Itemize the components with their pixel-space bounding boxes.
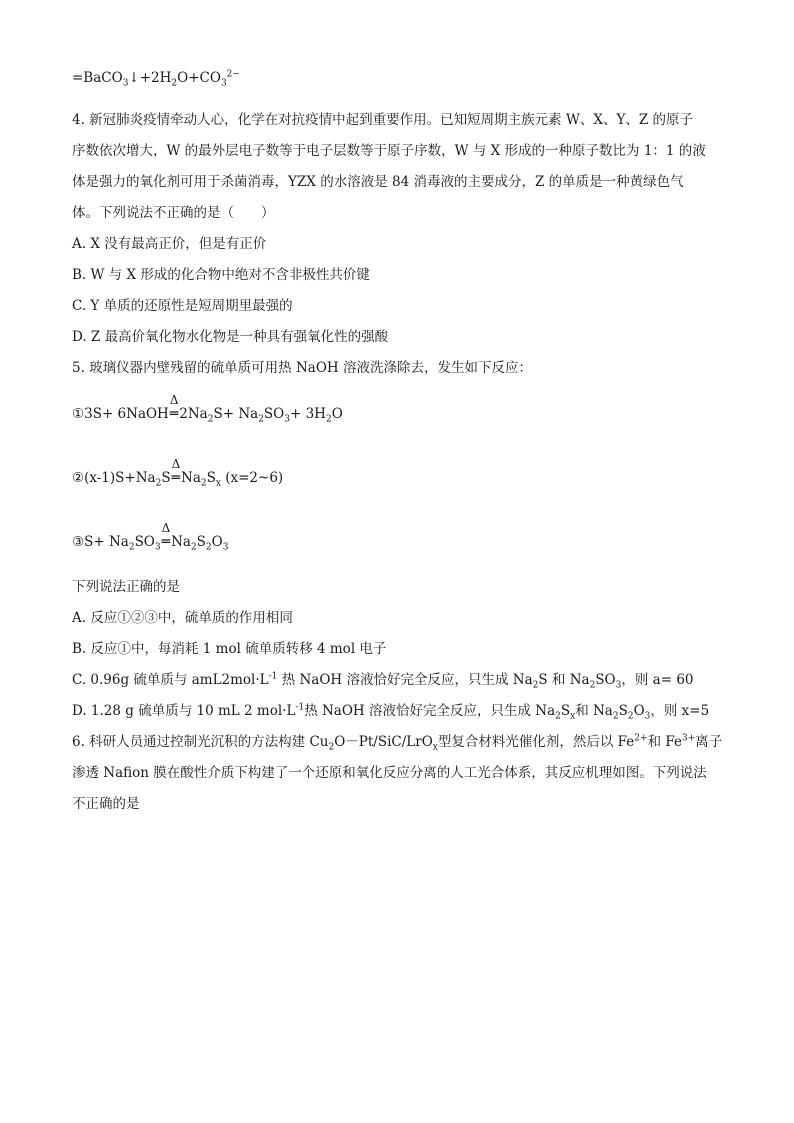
stem-text: 和 Fe (647, 734, 682, 750)
reaction-text: 2Na (179, 406, 208, 422)
q6-stem-line-2: 渗透 Nafion 膜在酸性介质下构建了一个还原和氧化反应分离的人工光合体系，其反应机理如图。下列说法 (72, 765, 707, 781)
subscript: 2 (258, 414, 264, 425)
option-text: S (618, 703, 628, 719)
option-text: ，则 x=5 (650, 703, 710, 719)
stem-text: 6. 科研人员通过控制光沉积的方法构建 Cu (72, 734, 329, 750)
reaction-text: SO (134, 534, 155, 550)
stem-text: 离子 (695, 734, 723, 750)
option-text: ，则 a= 60 (621, 672, 694, 688)
q4-option-a: A. X 没有最高正价，但是有正价 (72, 236, 267, 252)
superscript: 3+ (682, 733, 696, 744)
q4-option-b: B. W 与 X 形成的化合物中绝对不含非极性共价键 (72, 267, 370, 283)
delta-symbol: Δ (161, 521, 171, 535)
reaction-text: ①3S+ 6NaOH (72, 406, 169, 422)
subscript: 2 (155, 478, 162, 489)
q5-option-d (72, 701, 709, 721)
subscript: 3 (122, 78, 129, 89)
subscript: 2 (328, 742, 335, 753)
q4-stem-line-1: 4. 新冠肺炎疫情牵动人心，化学在对抗疫情中起到重要作用。已知短周期主族元素 W、X、Y、Z 的原子 (72, 112, 694, 128)
superscript: -1 (268, 671, 278, 682)
superscript: -1 (295, 702, 305, 713)
option-text: D. 1.28 g 硫单质与 10 mL 2 mol·L (72, 703, 296, 719)
q5-stem: 5. 玻璃仪器内壁残留的硫单质可用热 NaOH 溶液洗涤除去，发生如下反应： (72, 360, 532, 376)
subscript: 3 (644, 711, 651, 722)
eq-text: =BaCO (72, 70, 123, 86)
delta-symbol: Δ (169, 393, 179, 407)
reaction-text: ②(x-1)S+Na (72, 470, 156, 486)
eq-text: O+CO (177, 70, 221, 86)
q4-stem-line-2: 序数依次增大，W 的最外层电子数等于电子层数等于原子序数，W 与 X 形成的一种原子数比为 1：1 的液 (72, 143, 706, 159)
subscript: 2 (128, 542, 135, 553)
q4-option-c: C. Y 单质的还原性是短周期里最强的 (72, 298, 293, 314)
q5-ask: 下列说法正确的是 (72, 579, 180, 595)
subscript: 2 (200, 478, 207, 489)
q6-stem-line-3: 不正确的是 (72, 796, 140, 812)
stem-text: 型复合材料光催化剂，然后以 Fe (437, 734, 635, 750)
subscript: 2 (207, 414, 214, 425)
option-text: S 和 Na (538, 672, 590, 688)
reaction-text: S (196, 534, 206, 550)
reaction-1 (72, 393, 343, 425)
option-text: SO (595, 672, 616, 688)
superscript: 2− (226, 69, 240, 80)
equals-sign: ═ (171, 470, 181, 486)
reaction-text: (x=2~6) (220, 470, 284, 486)
q5-option-a: A. 反应①②③中，硫单质的作用相同 (72, 610, 293, 626)
subscript: x (570, 711, 576, 722)
subscript: 2 (190, 542, 197, 553)
subscript: 2 (589, 680, 596, 691)
equals-sign: ═ (169, 406, 179, 422)
subscript: 2 (555, 711, 561, 722)
option-text: O (633, 703, 645, 719)
subscript: 2 (532, 680, 539, 691)
subscript: 3 (154, 542, 161, 553)
delta-symbol: Δ (171, 457, 181, 471)
equation-tail (72, 68, 240, 88)
subscript: 3 (220, 78, 227, 89)
subscript: x (432, 742, 438, 753)
option-text: S (560, 703, 571, 719)
q6-stem-line-1 (72, 732, 722, 752)
reaction-text: O (331, 406, 343, 422)
eq-text: ↓+2H (128, 70, 172, 86)
q5-option-b: B. 反应①中，每消耗 1 mol 硫单质转移 4 mol 电子 (72, 641, 387, 657)
reaction-text: S (206, 470, 216, 486)
subscript: 2 (205, 542, 212, 553)
reaction-2 (72, 457, 284, 489)
subscript: 2 (171, 78, 178, 89)
reaction-text: Na (171, 534, 191, 550)
option-text: 热 NaOH 溶液恰好完全反应，只生成 Na (277, 672, 533, 688)
q4-option-d: D. Z 最高价氧化物水化物是一种具有强氧化性的强酸 (72, 329, 389, 345)
subscript: 3 (222, 542, 229, 553)
reaction-text: ③S+ Na (72, 534, 129, 550)
subscript: x (215, 478, 221, 489)
reaction-text: Na (181, 470, 201, 486)
heat-arrow (161, 521, 171, 552)
subscript: 2 (325, 414, 332, 425)
reaction-text: S (161, 470, 171, 486)
option-text: 和 Na (575, 703, 613, 719)
subscript: 3 (615, 680, 622, 691)
heat-arrow (171, 457, 181, 488)
subscript: 2 (627, 711, 634, 722)
option-text: C. 0.96g 硫单质与 amL2mol·L (72, 672, 269, 688)
subscript: 3 (284, 414, 290, 425)
reaction-3 (72, 521, 229, 553)
superscript: 2+ (634, 733, 648, 744)
q4-stem-line-3: 体是强力的氧化剂可用于杀菌消毒，YZX 的水溶液是 84 消毒液的主要成分，Z 的单质是一种黄绿色气 (72, 174, 684, 190)
equals-sign: ═ (161, 534, 171, 550)
heat-arrow (169, 393, 179, 424)
reaction-text: S+ Na (213, 406, 259, 422)
reaction-text: O (211, 534, 223, 550)
q5-option-c (72, 670, 694, 690)
option-text: 热 NaOH 溶液恰好完全反应，只生成 Na (304, 703, 556, 719)
stem-text: O－Pt/SiC/LrO (334, 734, 433, 750)
reaction-text: SO (263, 406, 285, 422)
subscript: 2 (612, 711, 619, 722)
reaction-text: + 3H (289, 406, 326, 422)
q4-stem-line-4: 体。下列说法不正确的是（ ） (72, 205, 275, 221)
